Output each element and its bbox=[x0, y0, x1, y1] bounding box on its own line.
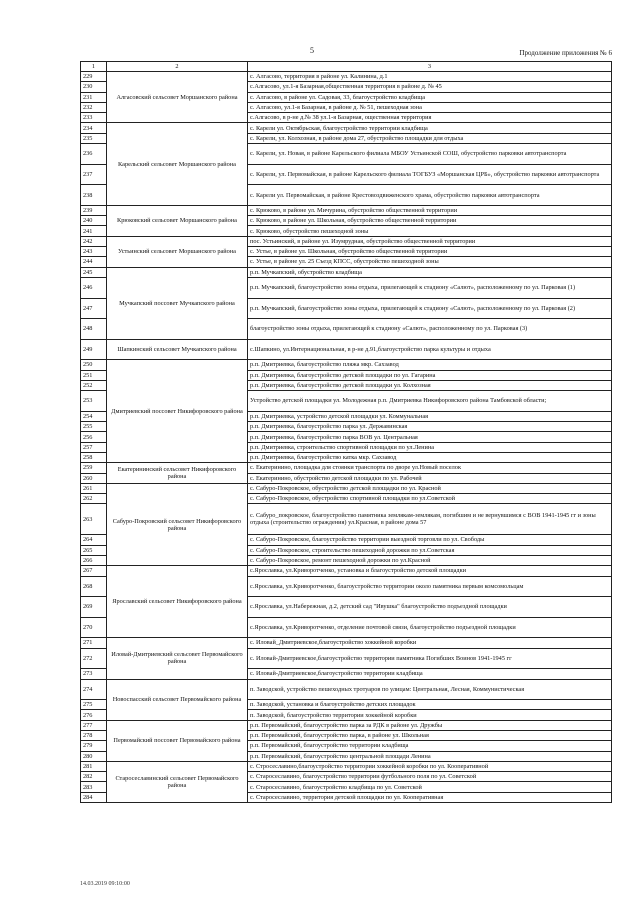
row-number: 231 bbox=[81, 92, 107, 102]
improvement-description: п. Заводской, благоустройство территории хоккейной коробки bbox=[248, 710, 612, 720]
row-number: 278 bbox=[81, 731, 107, 741]
row-number: 267 bbox=[81, 566, 107, 576]
improvement-description: с. Сабуро-Покровское, строительство пешеходной дорожки по ул.Советская bbox=[248, 545, 612, 555]
row-number: 251 bbox=[81, 370, 107, 380]
column-header-1: 1 bbox=[81, 62, 107, 72]
row-number: 274 bbox=[81, 679, 107, 700]
row-number: 284 bbox=[81, 792, 107, 802]
improvement-description: Устройство детской площадки ул. Молодежная р.п. Дмитриевка Никифоровского района Тамбовской области; bbox=[248, 391, 612, 412]
row-number: 282 bbox=[81, 772, 107, 782]
improvement-description: с. Екатеринино, обустройство детской площадки по ул. Рабочей bbox=[248, 473, 612, 483]
improvement-description: с. Иловай_Дмитриевское,благоустройство хоккейной коробки bbox=[248, 638, 612, 648]
improvement-description: с.Ярославка, ул.Набережная, д.2, детский сад "Ивушка" благоустройство подъездной площадки bbox=[248, 597, 612, 618]
row-number: 262 bbox=[81, 494, 107, 504]
row-number: 270 bbox=[81, 617, 107, 638]
improvement-description: р.п. Дмитриевка, благоустройство детской площадки по ул. Гагарина bbox=[248, 370, 612, 380]
table-row bbox=[81, 566, 612, 576]
row-number: 238 bbox=[81, 185, 107, 206]
row-number: 241 bbox=[81, 226, 107, 236]
improvement-description: с.Алгасово, в р-не д.№ 38 ул.1-я Базарная, ощественная территория bbox=[248, 113, 612, 123]
table-row bbox=[81, 236, 612, 246]
improvement-description: р.п. Дмитриевка, благоустройство пляжа мкр. Сахзавод bbox=[248, 360, 612, 370]
row-number: 266 bbox=[81, 555, 107, 565]
improvement-description: с. Карели ул. Октябрьская, благоустройство территории кладбища bbox=[248, 123, 612, 133]
column-header-3: 3 bbox=[248, 62, 612, 72]
footer-timestamp: 14.03.2019 09:10:00 bbox=[80, 881, 130, 887]
row-number: 256 bbox=[81, 432, 107, 442]
municipality-name: Устьинский сельсовет Моршанского района bbox=[107, 236, 248, 267]
row-number: 237 bbox=[81, 164, 107, 185]
row-number: 249 bbox=[81, 339, 107, 360]
row-number: 263 bbox=[81, 504, 107, 535]
improvement-description: р.п. Дмитриевка, строительство спортивной площадки по ул.Ленина bbox=[248, 442, 612, 452]
improvement-description: благоустройство зоны отдыха, прилегающей к стадиону «Салют», расположенному по ул. Парковая (3) bbox=[248, 319, 612, 340]
row-number: 260 bbox=[81, 473, 107, 483]
improvement-description: с. Карели, ул. Колхозная, в районе дома 27, обустройство площадки для отдыха bbox=[248, 133, 612, 143]
improvement-description: р.п. Первомайский, благоустройство центральной площади Ленина bbox=[248, 751, 612, 761]
row-number: 271 bbox=[81, 638, 107, 648]
row-number: 281 bbox=[81, 761, 107, 771]
row-number: 279 bbox=[81, 741, 107, 751]
improvement-description: с. Алгасово, территория в районе ул. Калинина, д.1 bbox=[248, 72, 612, 82]
table-row bbox=[81, 463, 612, 473]
row-number: 254 bbox=[81, 411, 107, 421]
municipality-name: Дмитриевский поссовет Никифоровского района bbox=[107, 360, 248, 463]
improvement-description: с. Крюково, в районе ул. Мичурина, обустройство общественной территории bbox=[248, 205, 612, 215]
improvement-description: р.п. Дмитриевка, благоустройство парка ВОВ ул. Центральная bbox=[248, 432, 612, 442]
municipality-name: Екатерининский сельсовет Никифоровского района bbox=[107, 463, 248, 484]
row-number: 258 bbox=[81, 452, 107, 462]
improvement-description: пос. Устьинский, в районе ул. Изумрудная, обустройство общественной территории bbox=[248, 236, 612, 246]
municipality-name: Первомайский поссовет Первомайского района bbox=[107, 720, 248, 761]
improvement-description: с. Иловай-Дмитриевское,благоустройство территории кладбища bbox=[248, 669, 612, 679]
register-body bbox=[81, 72, 612, 803]
row-number: 242 bbox=[81, 236, 107, 246]
improvement-description: с. Алгасово, ул.1-я Базарная, в районе д. № 51, пешеходная зона bbox=[248, 102, 612, 112]
row-number: 272 bbox=[81, 648, 107, 669]
row-number: 236 bbox=[81, 144, 107, 165]
page-number: 5 bbox=[310, 46, 314, 55]
row-number: 233 bbox=[81, 113, 107, 123]
improvement-description: с. Крюково, в районе ул. Школьная, обустройство общественной территории bbox=[248, 216, 612, 226]
improvement-description: с. Старосеславино, благоустройство территории футбольного поля по ул. Советской bbox=[248, 772, 612, 782]
municipality-name: Старосеславинский сельсовет Первомайского района bbox=[107, 761, 248, 802]
improvement-description: с. Сабуро-Покровское, ремонт пешеходной дорожки по ул.Красной bbox=[248, 555, 612, 565]
municipality-name: Крюковский сельсовет Моршанского района bbox=[107, 205, 248, 236]
row-number: 230 bbox=[81, 82, 107, 92]
improvement-description: с. Старосеславино, территория детской площадки по ул. Кооперативная bbox=[248, 792, 612, 802]
municipality-name: Новоспасский сельсовет Первомайского района bbox=[107, 679, 248, 720]
improvement-description: п. Заводской, устройство пешеходных тротуаров по улицам: Центральная, Лесная, Коммунистическая bbox=[248, 679, 612, 700]
row-number: 240 bbox=[81, 216, 107, 226]
improvement-description: с. Устье, в районе ул. 25 Съезд КПСС, обустройство пешеходной зоны bbox=[248, 257, 612, 267]
improvement-description: р.п. Дмитриевка, благоустройство детской площадки ул. Колхозная bbox=[248, 380, 612, 390]
row-number: 248 bbox=[81, 319, 107, 340]
row-number: 234 bbox=[81, 123, 107, 133]
improvement-description: с. Карели, ул. Новая, в районе Карельского филиала МБОУ Устьинской СОШ, обустройство парковки автотранспорта bbox=[248, 144, 612, 165]
improvement-description: р.п. Мучкапский, благоустройство зоны отдыха, прилегающей к стадиону «Салют», расположенному по ул. Парковая (1) bbox=[248, 277, 612, 298]
table-row bbox=[81, 72, 612, 82]
table-row bbox=[81, 123, 612, 133]
row-number: 252 bbox=[81, 380, 107, 390]
table-row bbox=[81, 638, 612, 648]
row-number: 264 bbox=[81, 535, 107, 545]
municipality-name: Мучкапский поссовет Мучкапского района bbox=[107, 267, 248, 339]
row-number: 276 bbox=[81, 710, 107, 720]
appendix-label: Продолжение приложения № 6 bbox=[519, 49, 612, 57]
improvement-description: с. Сабуро-Покровское, благоустройство территории выездной торговли по ул. Свободы bbox=[248, 535, 612, 545]
row-number: 253 bbox=[81, 391, 107, 412]
improvement-description: р.п. Дмитриевка, благоустройство катка мкр. Сахзавод bbox=[248, 452, 612, 462]
municipality-name: Иловай-Дмитриевский сельсовет Первомайского района bbox=[107, 638, 248, 679]
improvement-description: с.Ярославка, ул.Криворотченко, отделение почтовой связи, благоустройство подъездной площадки bbox=[248, 617, 612, 638]
row-number: 269 bbox=[81, 597, 107, 618]
column-header-2: 2 bbox=[107, 62, 248, 72]
improvement-description: с. Крюково, обустройство пешеходной зоны bbox=[248, 226, 612, 236]
row-number: 257 bbox=[81, 442, 107, 452]
row-number: 250 bbox=[81, 360, 107, 370]
row-number: 235 bbox=[81, 133, 107, 143]
improvement-description: с. Екатеринино, площадка для стоянки транспорта по дворе ул.Новый поселок bbox=[248, 463, 612, 473]
column-number-row bbox=[81, 62, 612, 72]
improvement-description: с.Ярославка, ул.Криворотченко, установка и благоустройство детской площадки bbox=[248, 566, 612, 576]
row-number: 247 bbox=[81, 298, 107, 319]
row-number: 243 bbox=[81, 247, 107, 257]
municipality-name: Ярославский сельсовет Никифоровского района bbox=[107, 566, 248, 638]
improvement-description: с. Стросеславино,благоустройство территории хоккейной коробки по ул. Кооперативной bbox=[248, 761, 612, 771]
improvement-description: с. Карели ул. Первомайская, в районе Крестовоздвиженского храма, обустройство парковки автотранспорта bbox=[248, 185, 612, 206]
improvement-description: с. Карели, ул. Первомайская, в районе Карельского филиала ТОГБУЗ «Моршанская ЦРБ», обустройство парковки автотранспорта bbox=[248, 164, 612, 185]
municipality-name: Сабуро-Покровский сельсовет Никифоровского района bbox=[107, 483, 248, 565]
improvement-description: р.п. Дмитриевка, благоустройство парка ул. Державинская bbox=[248, 422, 612, 432]
row-number: 275 bbox=[81, 700, 107, 710]
improvement-description: р.п. Первомайский, благоустройство парка, в районе ул. Школьная bbox=[248, 731, 612, 741]
row-number: 246 bbox=[81, 277, 107, 298]
improvement-description: с. Алгасово, в районе ул. Садовая, 33, благоустройство кладбища bbox=[248, 92, 612, 102]
row-number: 229 bbox=[81, 72, 107, 82]
row-number: 261 bbox=[81, 483, 107, 493]
improvement-description: с.Ярославка, ул.Криворотченко, благоустройство территории около памятника первым комсомольцам bbox=[248, 576, 612, 597]
row-number: 283 bbox=[81, 782, 107, 792]
row-number: 255 bbox=[81, 422, 107, 432]
row-number: 277 bbox=[81, 720, 107, 730]
table-row bbox=[81, 483, 612, 493]
row-number: 245 bbox=[81, 267, 107, 277]
improvement-description: с. Сабуро-Покровское, обустройство спортивной площадки по ул.Советской bbox=[248, 494, 612, 504]
improvement-description: р.п. Первомайский, благоустройство парка за РДК в районе ул. Дружбы bbox=[248, 720, 612, 730]
row-number: 239 bbox=[81, 205, 107, 215]
row-number: 280 bbox=[81, 751, 107, 761]
improvement-description: с.Шапкино, ул.Интернациональная, в р-не д.91,благоустройство парка культуры и отдыха bbox=[248, 339, 612, 360]
municipality-name: Карельский сельсовет Моршанского района bbox=[107, 123, 248, 205]
table-row bbox=[81, 761, 612, 771]
row-number: 273 bbox=[81, 669, 107, 679]
improvement-description: р.п. Мучкапский, благоустройство зоны отдыха, прилегающей к стадиону «Салют», расположенному по ул. Парковая (2) bbox=[248, 298, 612, 319]
municipality-name: Шапкинский сельсовет Мучкапского района bbox=[107, 339, 248, 360]
table-row bbox=[81, 720, 612, 730]
row-number: 259 bbox=[81, 463, 107, 473]
table-row bbox=[81, 679, 612, 700]
row-number: 244 bbox=[81, 257, 107, 267]
improvement-description: с. Старосеславино, благоустройство кладбища по ул. Советской bbox=[248, 782, 612, 792]
row-number: 265 bbox=[81, 545, 107, 555]
table-row bbox=[81, 205, 612, 215]
improvement-description: с. Сабуро_покровское, благоустройство памятника землякам-землякам, погибшим и не вернувшимся с ВОВ 1941-1945 гг и зоны отдыха (строительство ограждения) ул.Красная, в районе дома 57 bbox=[248, 504, 612, 535]
row-number: 232 bbox=[81, 102, 107, 112]
row-number: 268 bbox=[81, 576, 107, 597]
table-row bbox=[81, 339, 612, 360]
improvement-description: р.п. Мучкапский, обустройство кладбища bbox=[248, 267, 612, 277]
improvement-description: с.Алгасово, ул.1-я Базарная,общественная территория в районе д. № 45 bbox=[248, 82, 612, 92]
improvement-description: с. Устье, в районе ул. Школьная, обустройство общественной территории bbox=[248, 247, 612, 257]
table-row bbox=[81, 267, 612, 277]
improvement-description: с. Иловай-Дмитриевское,благоустройство территории памятника Погибших Воинов 1941-1945 гг bbox=[248, 648, 612, 669]
improvement-description: р.п. Дмитриевка, устройство детской площадки ул. Коммунальная bbox=[248, 411, 612, 421]
register-table bbox=[80, 61, 612, 803]
table-row bbox=[81, 360, 612, 370]
improvement-description: р.п. Первомайский, благоустройство территории кладбища bbox=[248, 741, 612, 751]
improvement-description: п. Заводской, установка и благоустройство детских площадок bbox=[248, 700, 612, 710]
improvement-description: с. Сабуро-Покровское, обустройство детской площадки по ул. Красной bbox=[248, 483, 612, 493]
municipality-name: Алгасовский сельсовет Моршанского района bbox=[107, 72, 248, 123]
